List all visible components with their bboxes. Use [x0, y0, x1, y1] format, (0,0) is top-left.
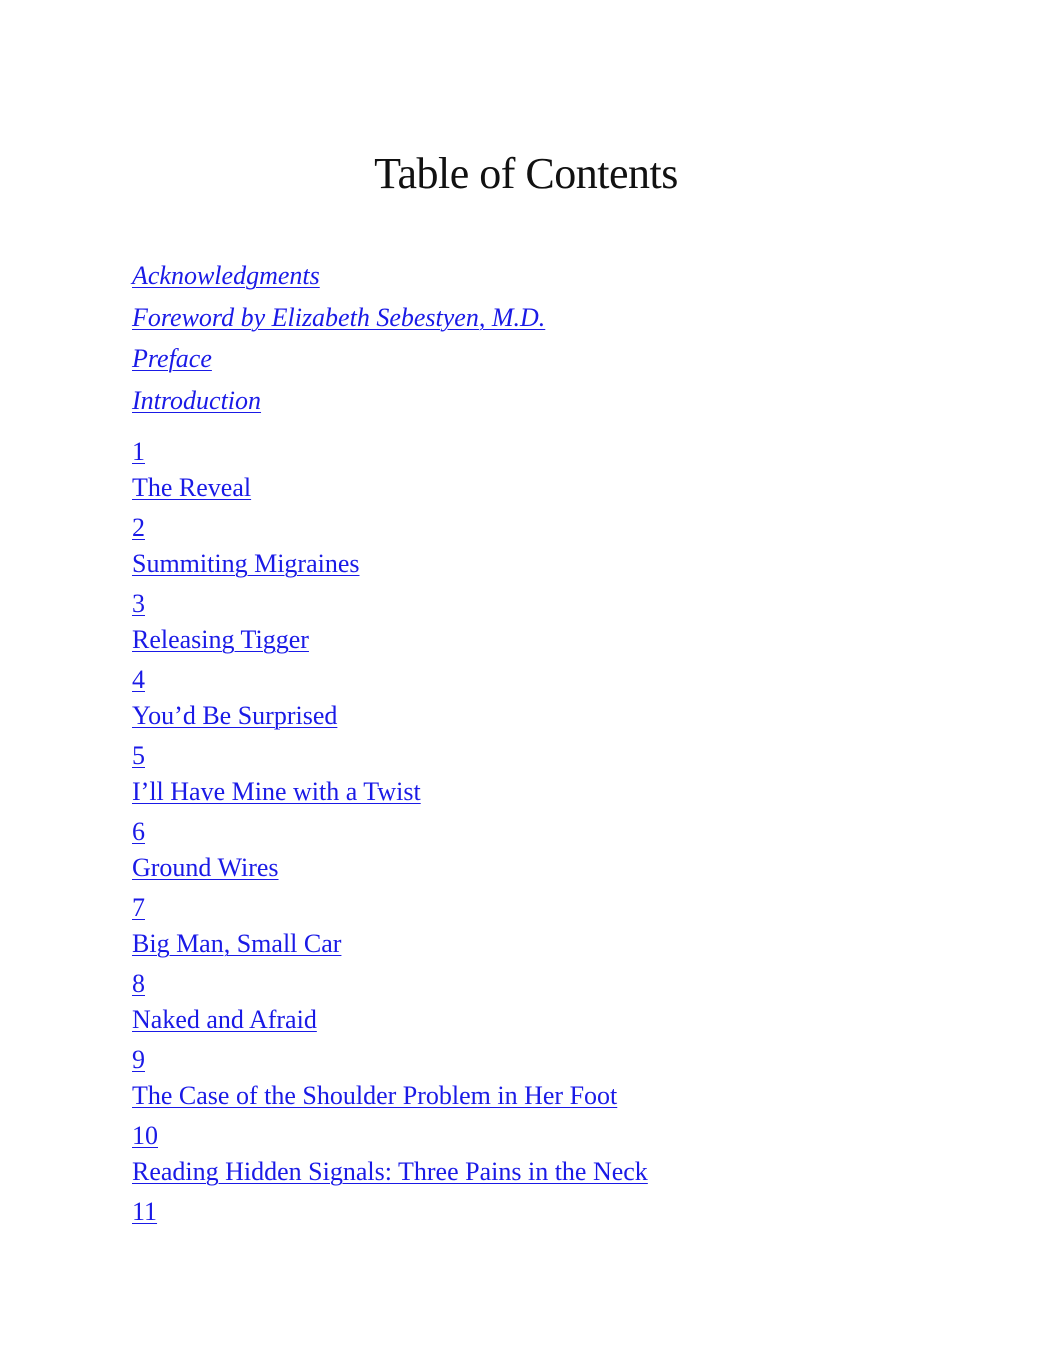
chapter-title-link[interactable]: I’ll Have Mine with a Twist [132, 777, 421, 806]
chapter-number-link[interactable]: 5 [132, 741, 145, 770]
chapter-number-link[interactable]: 9 [132, 1045, 145, 1074]
chapter-entry [132, 890, 648, 966]
chapter-number-link[interactable]: 7 [132, 893, 145, 922]
chapter-number-link[interactable]: 1 [132, 437, 145, 466]
chapter-entry [132, 1194, 648, 1270]
front-matter-item [132, 383, 545, 425]
chapter-number-link[interactable]: 4 [132, 665, 145, 694]
page-title: Table of Contents [374, 149, 678, 198]
chapter-entry [132, 1118, 648, 1194]
chapter-entry [132, 662, 648, 738]
chapter-entry [132, 586, 648, 662]
front-matter-link-preface[interactable]: Preface [132, 344, 212, 373]
chapter-title-link[interactable]: Big Man, Small Car [132, 929, 342, 958]
chapter-title-link[interactable]: Reading Hidden Signals: Three Pains in the Neck [132, 1157, 648, 1186]
chapter-title-link[interactable]: Ground Wires [132, 853, 279, 882]
front-matter-item [132, 300, 545, 342]
front-matter-link-foreword[interactable]: Foreword by Elizabeth Sebestyen, M.D. [132, 302, 546, 332]
front-matter-list [132, 258, 545, 424]
chapter-number-link[interactable]: 6 [132, 817, 145, 846]
chapter-number-link[interactable]: 11 [132, 1197, 158, 1226]
chapter-title-link[interactable]: You’d Be Surprised [132, 701, 338, 730]
chapter-entry [132, 510, 648, 586]
front-matter-link-acknowledgments[interactable]: Acknowledgments [132, 261, 320, 290]
chapter-entry [132, 814, 648, 890]
chapter-title-link[interactable]: Summiting Migraines [132, 549, 360, 578]
chapter-entry [132, 738, 648, 814]
chapter-title-link[interactable]: Naked and Afraid [132, 1005, 317, 1034]
chapter-number-link[interactable]: 8 [132, 969, 145, 998]
chapter-number-link[interactable]: 2 [132, 513, 145, 542]
chapter-title-link[interactable]: The Case of the Shoulder Problem in Her Foot [132, 1081, 618, 1110]
front-matter-item [132, 258, 545, 300]
chapter-title-link[interactable]: Releasing Tigger [132, 625, 309, 654]
chapter-list [132, 434, 648, 1270]
front-matter-link-introduction[interactable]: Introduction [132, 385, 262, 415]
chapter-entry [132, 966, 648, 1042]
front-matter-item [132, 341, 545, 383]
chapter-entry [132, 1042, 648, 1118]
chapter-number-link[interactable]: 10 [132, 1121, 158, 1150]
chapter-entry [132, 434, 648, 510]
chapter-number-link[interactable]: 3 [132, 589, 145, 618]
chapter-title-link[interactable]: The Reveal [132, 473, 252, 502]
